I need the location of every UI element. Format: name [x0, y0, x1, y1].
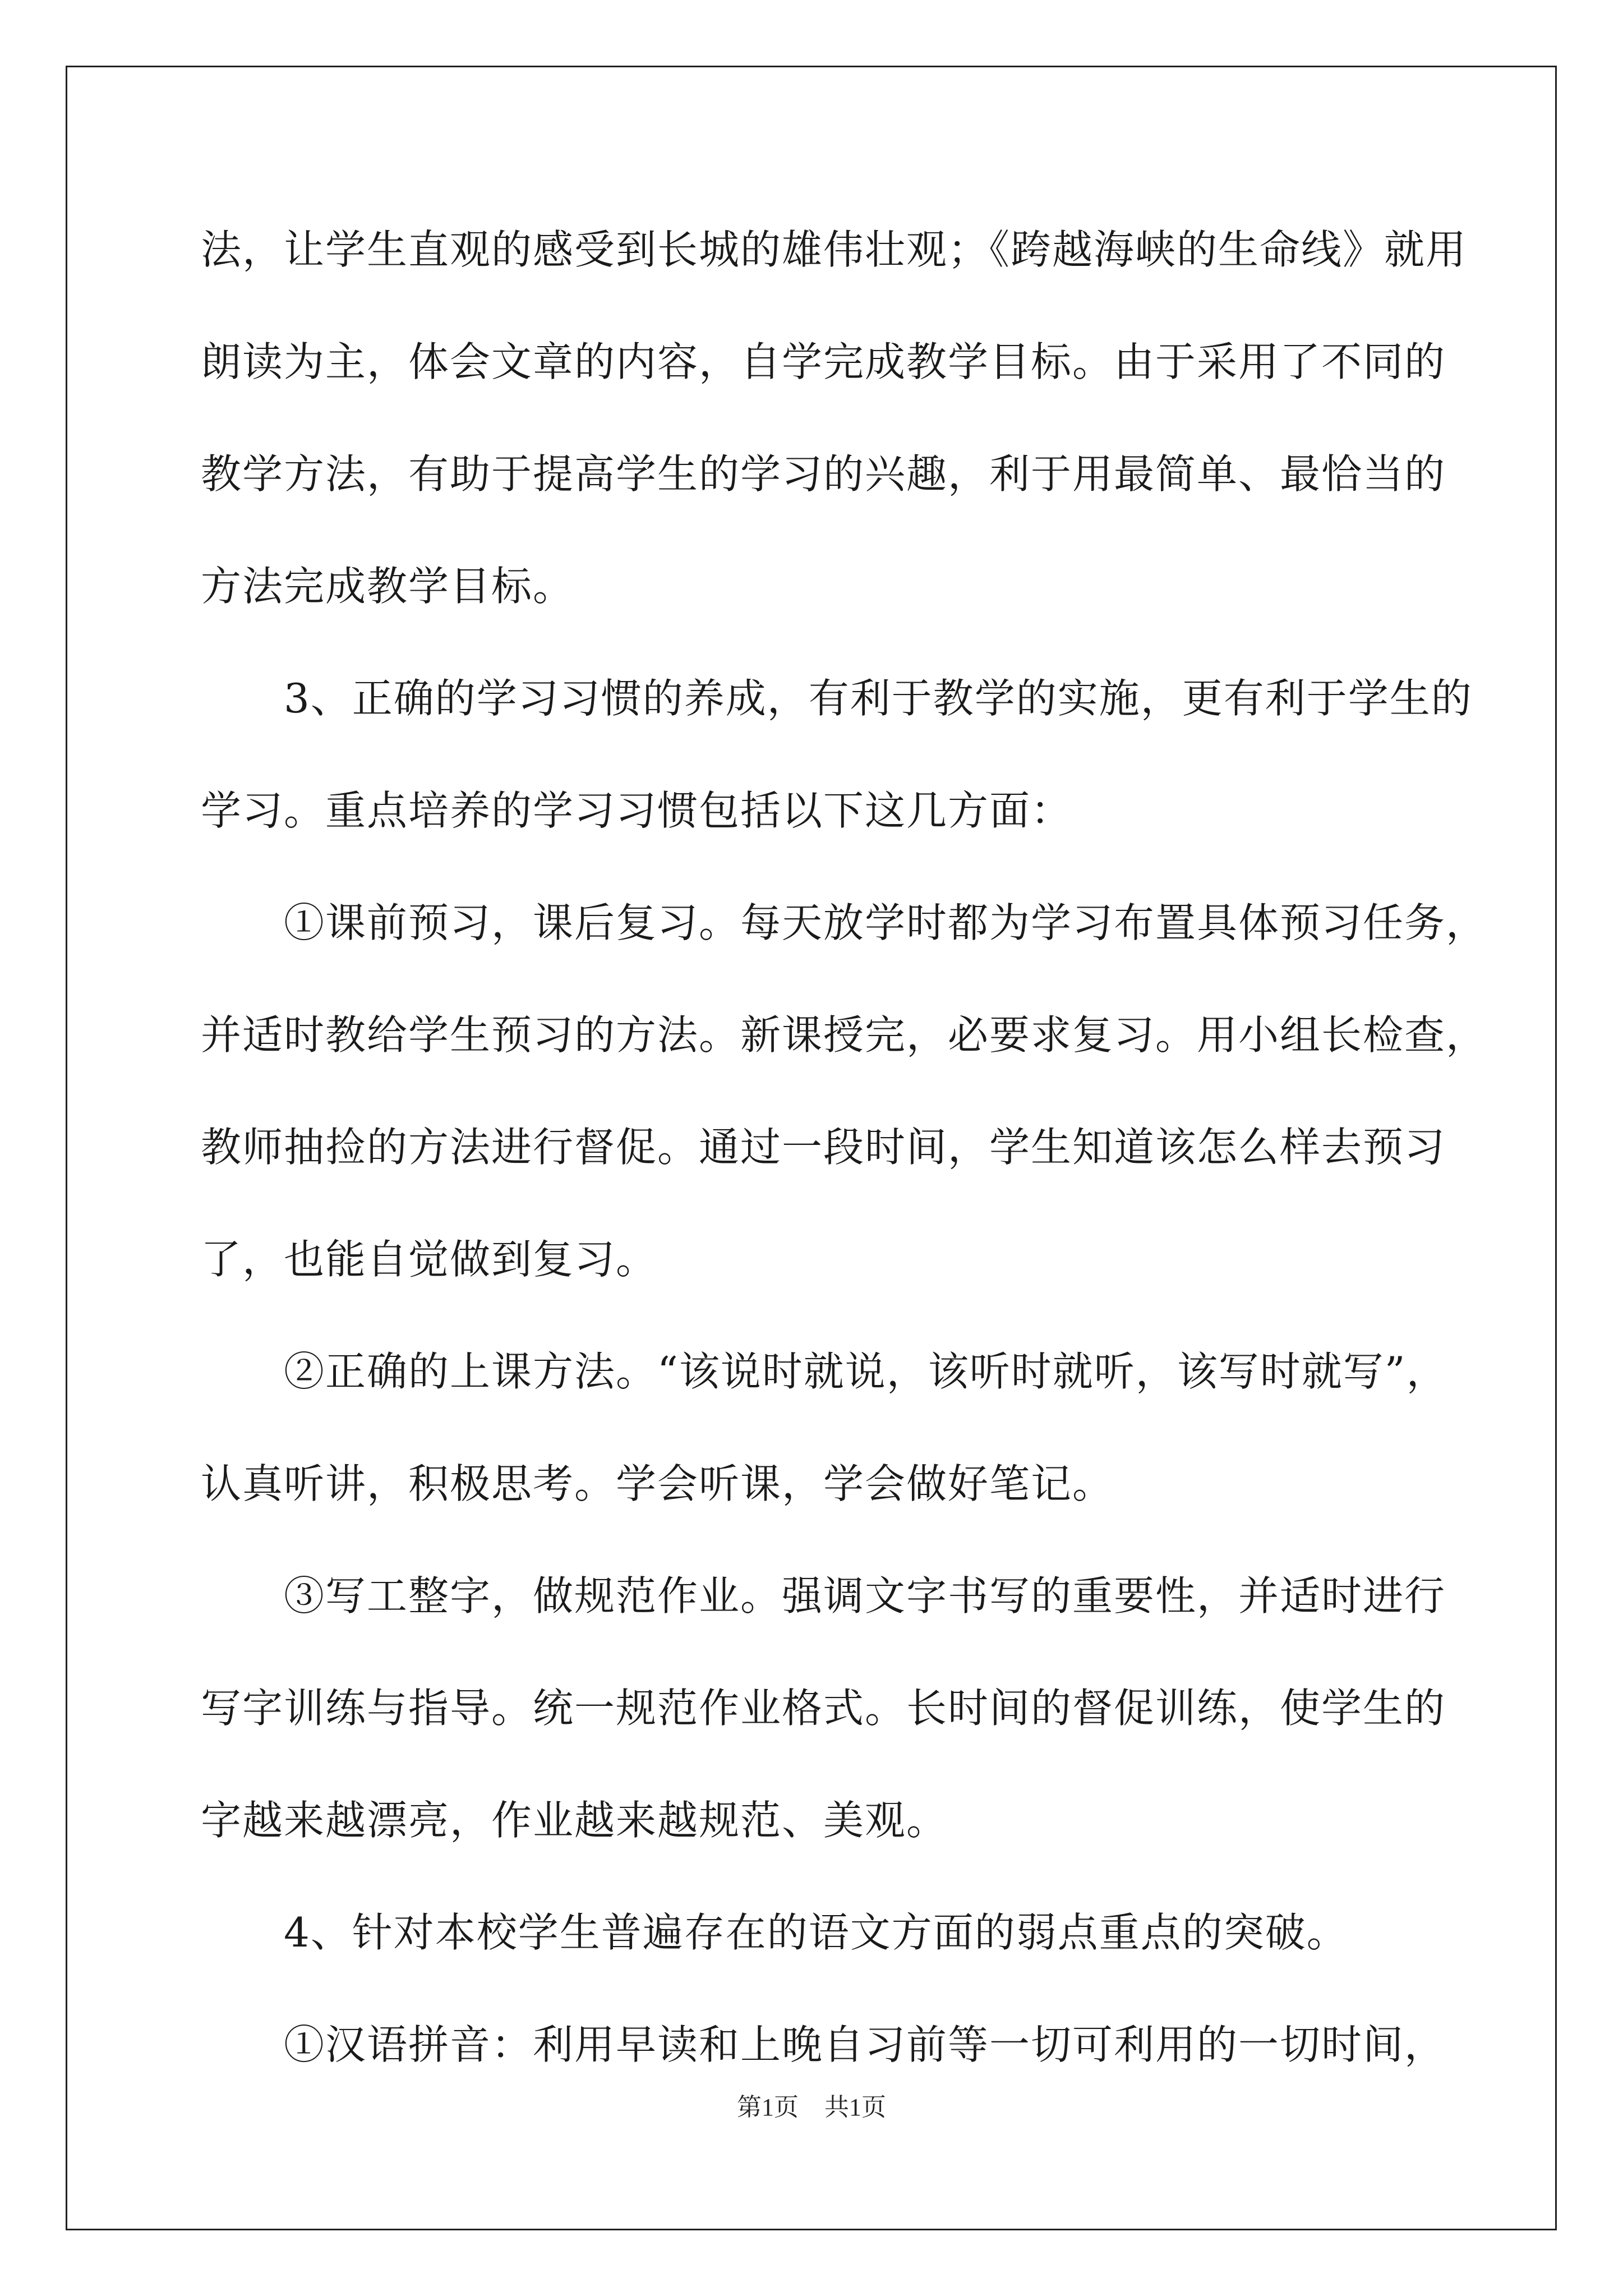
- text-line: 法，让学生直观的感受到长城的雄伟壮观；《跨越海峡的生命线》就用: [201, 226, 1468, 273]
- text-line: ②正确的上课方法。“该说时就说，该听时就听，该写时就写”，: [201, 1348, 1448, 1395]
- text-line: ③写工整字，做规范作业。强调文字书写的重要性，并适时进行: [201, 1572, 1446, 1619]
- text-line: 朗读为主，体会文章的内容，自学完成教学目标。由于采用了不同的: [201, 338, 1446, 385]
- page-footer: [0, 2087, 1623, 2123]
- document-body: [201, 213, 1488, 2120]
- text-line: 学习。重点培养的学习习惯包括以下这几方面：: [201, 787, 1073, 834]
- text-line: 认真听讲，积极思考。学会听课，学会做好笔记。: [201, 1460, 1114, 1507]
- text-line: 方法完成教学目标。: [201, 563, 575, 610]
- text-line: 字越来越漂亮，作业越来越规范、美观。: [201, 1797, 948, 1844]
- text-line: 并适时教给学生预习的方法。新课授完，必要求复习。用小组长检查，: [201, 1011, 1488, 1059]
- page-total: 共1页: [824, 2093, 886, 2121]
- text-line: 教师抽捡的方法进行督促。通过一段时间，学生知道该怎么样去预习: [201, 1124, 1446, 1171]
- text-line: 了，也能自觉做到复习。: [201, 1236, 658, 1283]
- page-number: 第1页: [737, 2093, 799, 2121]
- text-line: 教学方法，有助于提高学生的学习的兴趣，利于用最简单、最恰当的: [201, 450, 1446, 498]
- text-line: 4、针对本校学生普遍存在的语文方面的弱点重点的突破。: [201, 1909, 1348, 1956]
- text-line: 写字训练与指导。统一规范作业格式。长时间的督促训练，使学生的: [201, 1685, 1446, 1732]
- text-line: ①课前预习，课后复习。每天放学时都为学习布置具体预习任务，: [201, 899, 1488, 946]
- text-line: ①汉语拼音：利用早读和上晚自习前等一切可利用的一切时间，: [201, 2021, 1446, 2068]
- text-line: 3、正确的学习习惯的养成，有利于教学的实施，更有利于学生的: [201, 675, 1473, 722]
